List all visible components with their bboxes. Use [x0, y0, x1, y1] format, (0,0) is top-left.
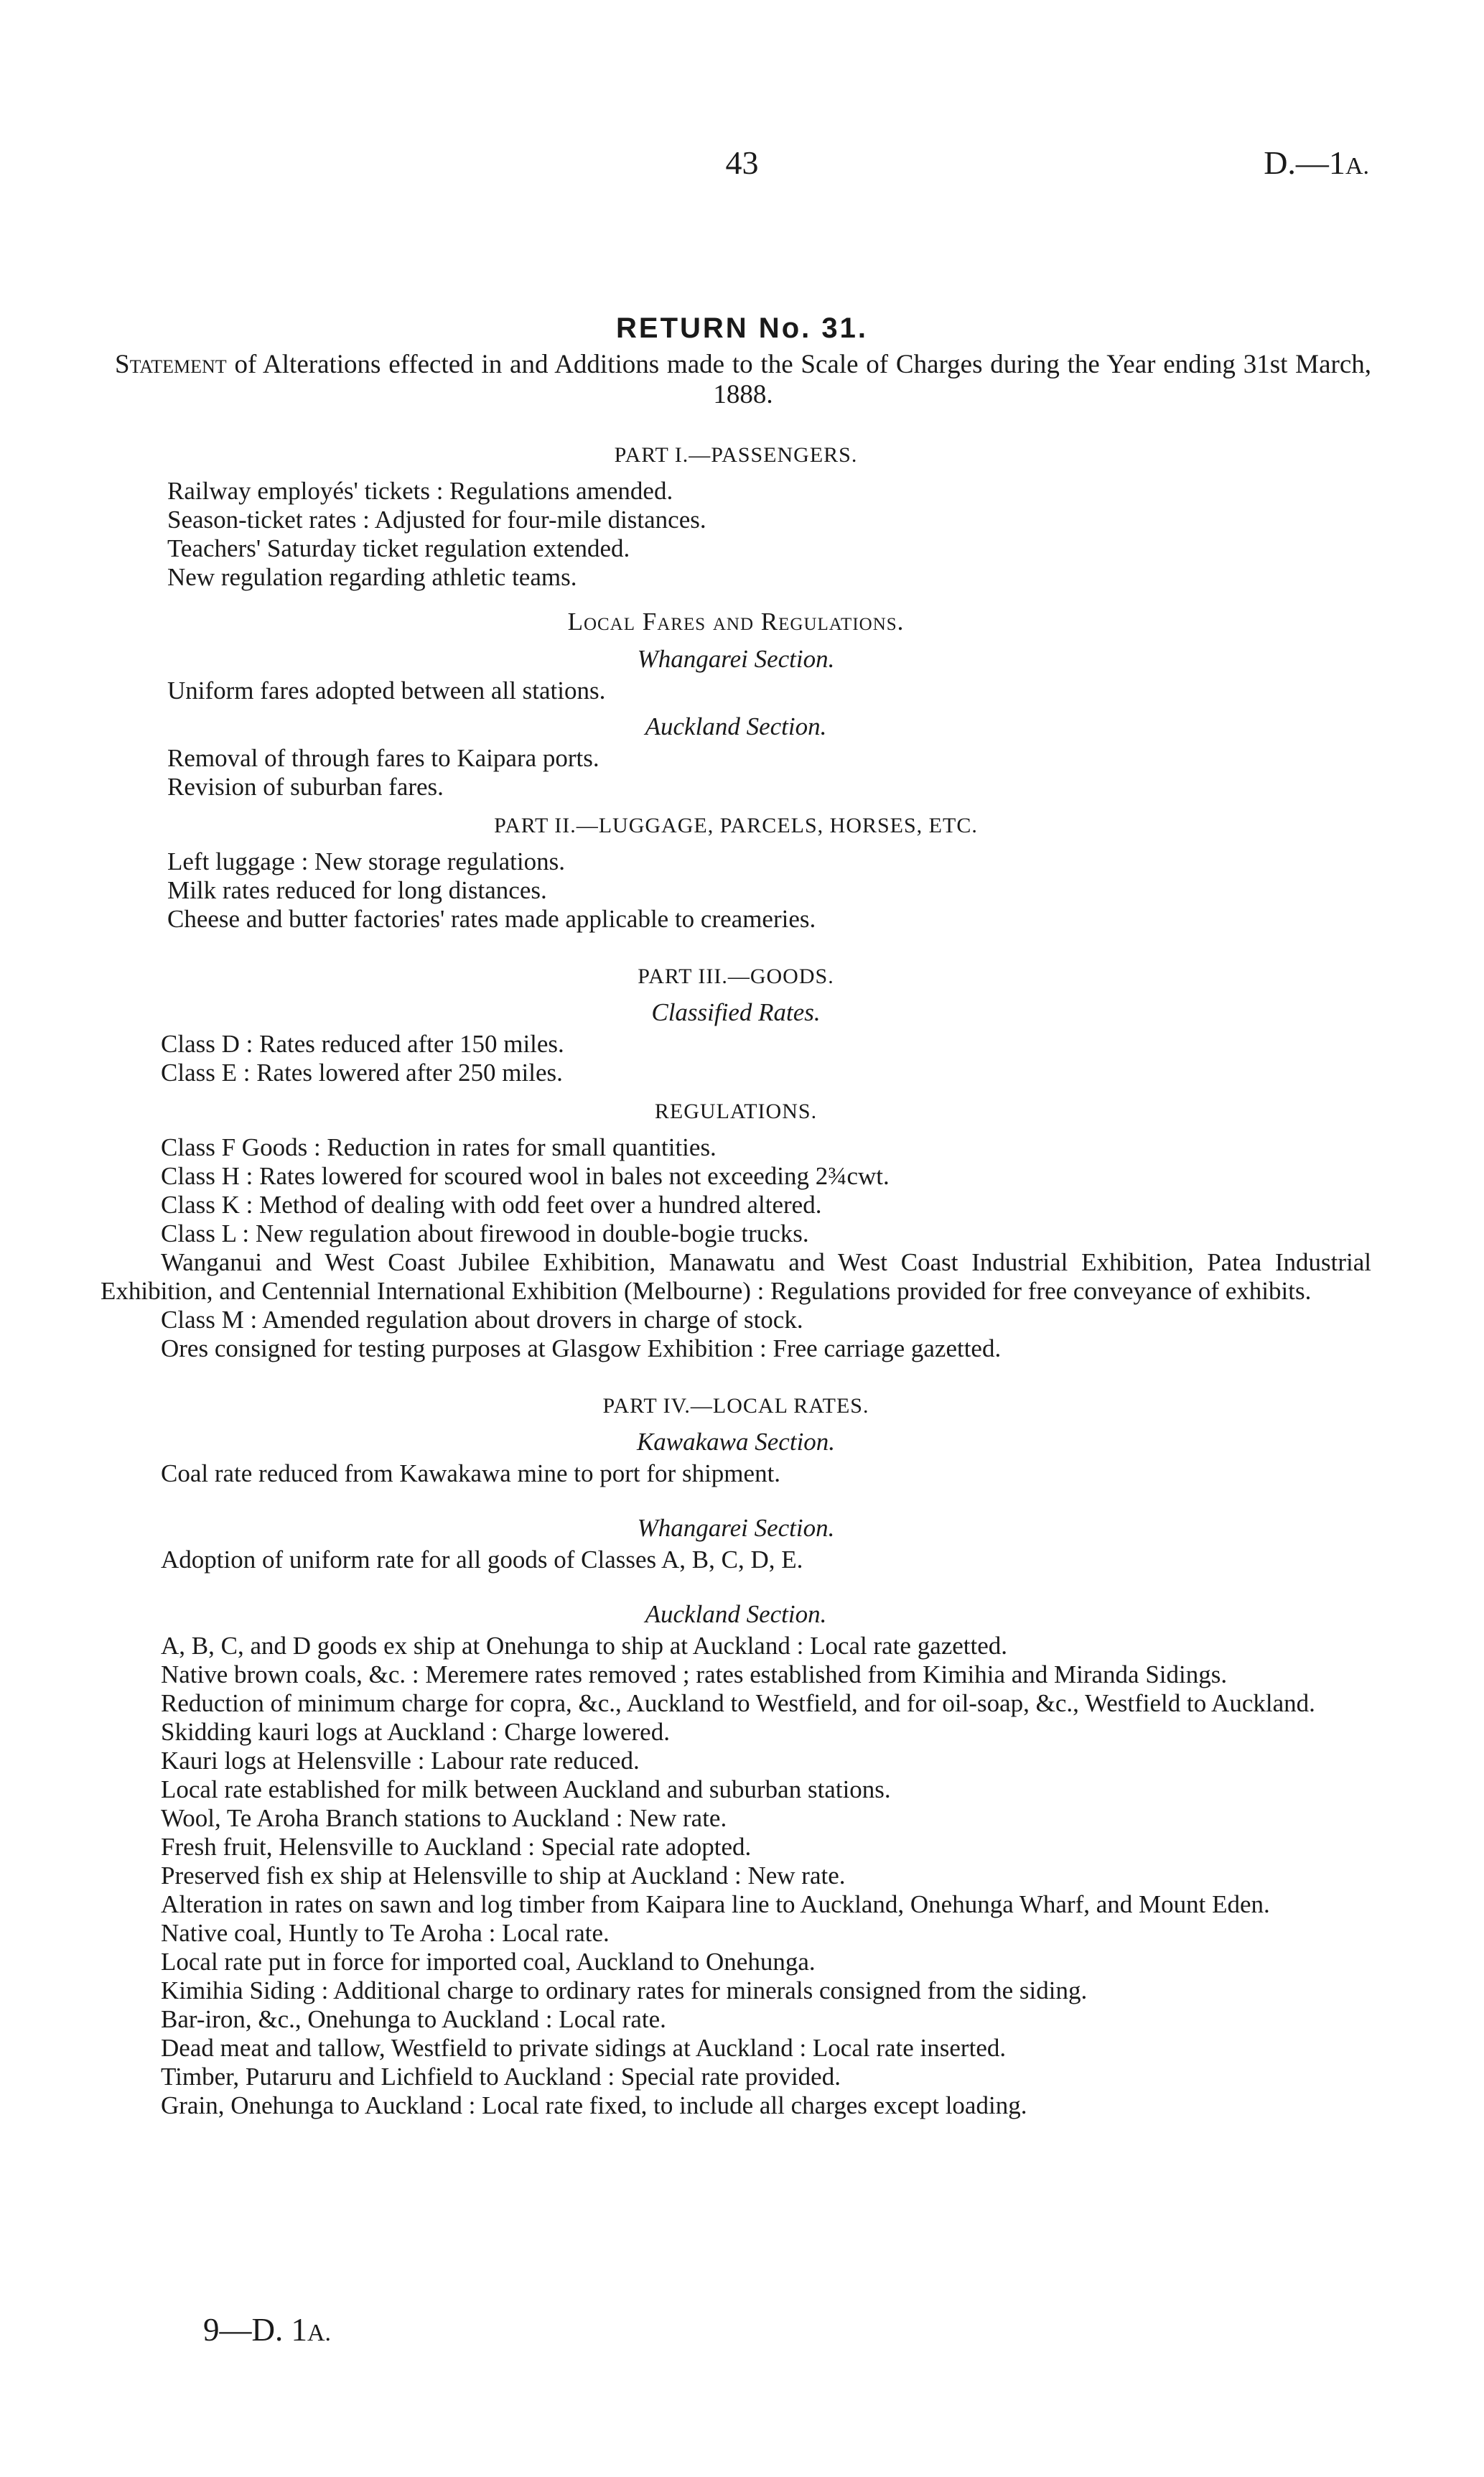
- spacer: [101, 1574, 1371, 1593]
- part1-whangarei-list: [101, 677, 1371, 705]
- part1-heading: PART I.—PASSENGERS.: [614, 443, 858, 467]
- document-reference-suffix: A.: [1345, 153, 1369, 180]
- list-item: Dead meat and tallow, Westfield to private sidings at Auckland : Local rate inserted.: [161, 2034, 1007, 2062]
- list-item: Coal rate reduced from Kawakawa mine to port for shipment.: [161, 1459, 781, 1487]
- classified-rates-heading: Classified Rates.: [651, 998, 821, 1026]
- list-item: Preserved fish ex ship at Helensville to ship at Auckland : New rate.: [161, 1862, 846, 1890]
- part2-heading: PART II.—LUGGAGE, PARCELS, HORSES, ETC.: [494, 814, 978, 837]
- list-item: Kauri logs at Helensville : Labour rate reduced.: [161, 1747, 640, 1775]
- list-item: Railway employés' tickets : Regulations amended.: [167, 477, 673, 505]
- list-item: Reduction of minimum charge for copra, &c., Auckland to Westfield, and for oil-soap, &c., Westfield to Auckland.: [161, 1689, 1315, 1717]
- list-item: Skidding kauri logs at Auckland : Charge lowered.: [161, 1718, 670, 1746]
- part4-whangarei-section-heading: Whangarei Section.: [637, 1514, 835, 1542]
- page-number: 43: [725, 144, 759, 181]
- list-item: Timber, Putaruru and Lichfield to Auckland : Special rate provided.: [161, 2063, 841, 2091]
- list-item: New regulation regarding athletic teams.: [167, 563, 577, 591]
- list-item: Season-ticket rates : Adjusted for four-mile distances.: [167, 506, 706, 534]
- list-item: Class L : New regulation about firewood in double-bogie trucks.: [161, 1219, 809, 1247]
- list-item: Teachers' Saturday ticket regulation extended.: [167, 534, 630, 562]
- list-item: A, B, C, and D goods ex ship at Onehunga to ship at Auckland : Local rate gazetted.: [161, 1632, 1008, 1660]
- list-item: Removal of through fares to Kaipara ports.: [167, 744, 599, 772]
- list-item: Fresh fruit, Helensville to Auckland : Special rate adopted.: [161, 1833, 752, 1861]
- list-item: Class M : Amended regulation about drovers in charge of stock.: [161, 1306, 803, 1334]
- list-item: Local rate put in force for imported coal, Auckland to Onehunga.: [161, 1948, 816, 1976]
- list-item: Native brown coals, &c. : Meremere rates removed ; rates established from Kimihia and Miranda Sidings.: [161, 1660, 1228, 1688]
- list-item: Ores consigned for testing purposes at Glasgow Exhibition : Free carriage gazetted.: [161, 1334, 1002, 1362]
- statement-rest: of Alterations effected in and Additions made to the Scale of Charges during the Year ending 31st March, 1888.: [226, 350, 1371, 409]
- document-reference-main: D.—1: [1264, 144, 1345, 181]
- list-item: Bar-iron, &c., Onehunga to Auckland : Local rate.: [161, 2005, 666, 2033]
- spacer: [101, 934, 1371, 952]
- list-item: Wool, Te Aroha Branch stations to Auckland : New rate.: [161, 1804, 727, 1832]
- part1-auckland-list: [101, 744, 1371, 801]
- spacer: [101, 1488, 1371, 1507]
- part2-list: [101, 847, 1371, 934]
- statement-subtitle: [115, 350, 1371, 410]
- auckland-section-heading: Auckland Section.: [645, 712, 827, 740]
- return-title: RETURN No. 31.: [616, 312, 868, 344]
- local-fares-heading: Local Fares and Regulations.: [567, 608, 905, 636]
- list-item: Local rate established for milk between Auckland and suburban stations.: [161, 1775, 891, 1803]
- whangarei-section-heading: Whangarei Section.: [637, 645, 835, 673]
- list-item: Class D : Rates reduced after 150 miles.: [161, 1030, 564, 1058]
- kawakawa-list: [101, 1459, 1371, 1488]
- list-item: Grain, Onehunga to Auckland : Local rate fixed, to include all charges except loading.: [161, 2091, 1027, 2119]
- kawakawa-section-heading: Kawakawa Section.: [636, 1428, 836, 1456]
- regulations-heading: REGULATIONS.: [654, 1100, 818, 1123]
- part4-auckland-list: [101, 1632, 1371, 2120]
- list-item: Adoption of uniform rate for all goods of Classes A, B, C, D, E.: [161, 1546, 803, 1574]
- part3-heading: PART III.—GOODS.: [638, 965, 834, 988]
- part4-whangarei-list: [101, 1546, 1371, 1574]
- list-item: Native coal, Huntly to Te Aroha : Local rate.: [161, 1919, 610, 1947]
- signature-suffix: A.: [307, 2320, 332, 2346]
- list-item: Cheese and butter factories' rates made applicable to creameries.: [167, 905, 816, 933]
- signature-main: 9—D. 1: [203, 2312, 307, 2348]
- return-body: [101, 431, 1371, 2120]
- spacer: [101, 1363, 1371, 1382]
- list-item: Wanganui and West Coast Jubilee Exhibition, Manawatu and West Coast Industrial Exhibition, Patea Industrial Exhibition, and Centennial International Exhibition (Melbourne) : Regulations provided for free conveyance of exhibits.: [101, 1248, 1371, 1305]
- list-item: Kimihia Siding : Additional charge to ordinary rates for minerals consigned from the siding.: [161, 1976, 1088, 2004]
- part4-auckland-section-heading: Auckland Section.: [645, 1600, 827, 1628]
- classified-rates-list: [101, 1030, 1371, 1087]
- part4-heading: PART IV.—LOCAL RATES.: [602, 1394, 869, 1418]
- list-item: Left luggage : New storage regulations.: [167, 847, 565, 875]
- list-item: Class F Goods : Reduction in rates for small quantities.: [161, 1133, 717, 1161]
- list-item: Class H : Rates lowered for scoured wool in bales not exceeding 2¾cwt.: [161, 1162, 890, 1190]
- statement-lead: Statement: [115, 350, 227, 379]
- page-signature: [203, 2311, 331, 2348]
- list-item: Milk rates reduced for long distances.: [167, 876, 547, 904]
- regulations-list: [101, 1133, 1371, 1363]
- part1-list: [101, 477, 1371, 592]
- list-item: Revision of suburban fares.: [167, 773, 444, 801]
- list-item: Class E : Rates lowered after 250 miles.: [161, 1059, 563, 1087]
- list-item: Alteration in rates on sawn and log timber from Kaipara line to Auckland, Onehunga Wharf, and Mount Eden.: [161, 1890, 1270, 1918]
- document-reference: [1264, 144, 1369, 182]
- list-item: Uniform fares adopted between all stations.: [167, 677, 606, 705]
- list-item: Class K : Method of dealing with odd feet over a hundred altered.: [161, 1191, 822, 1219]
